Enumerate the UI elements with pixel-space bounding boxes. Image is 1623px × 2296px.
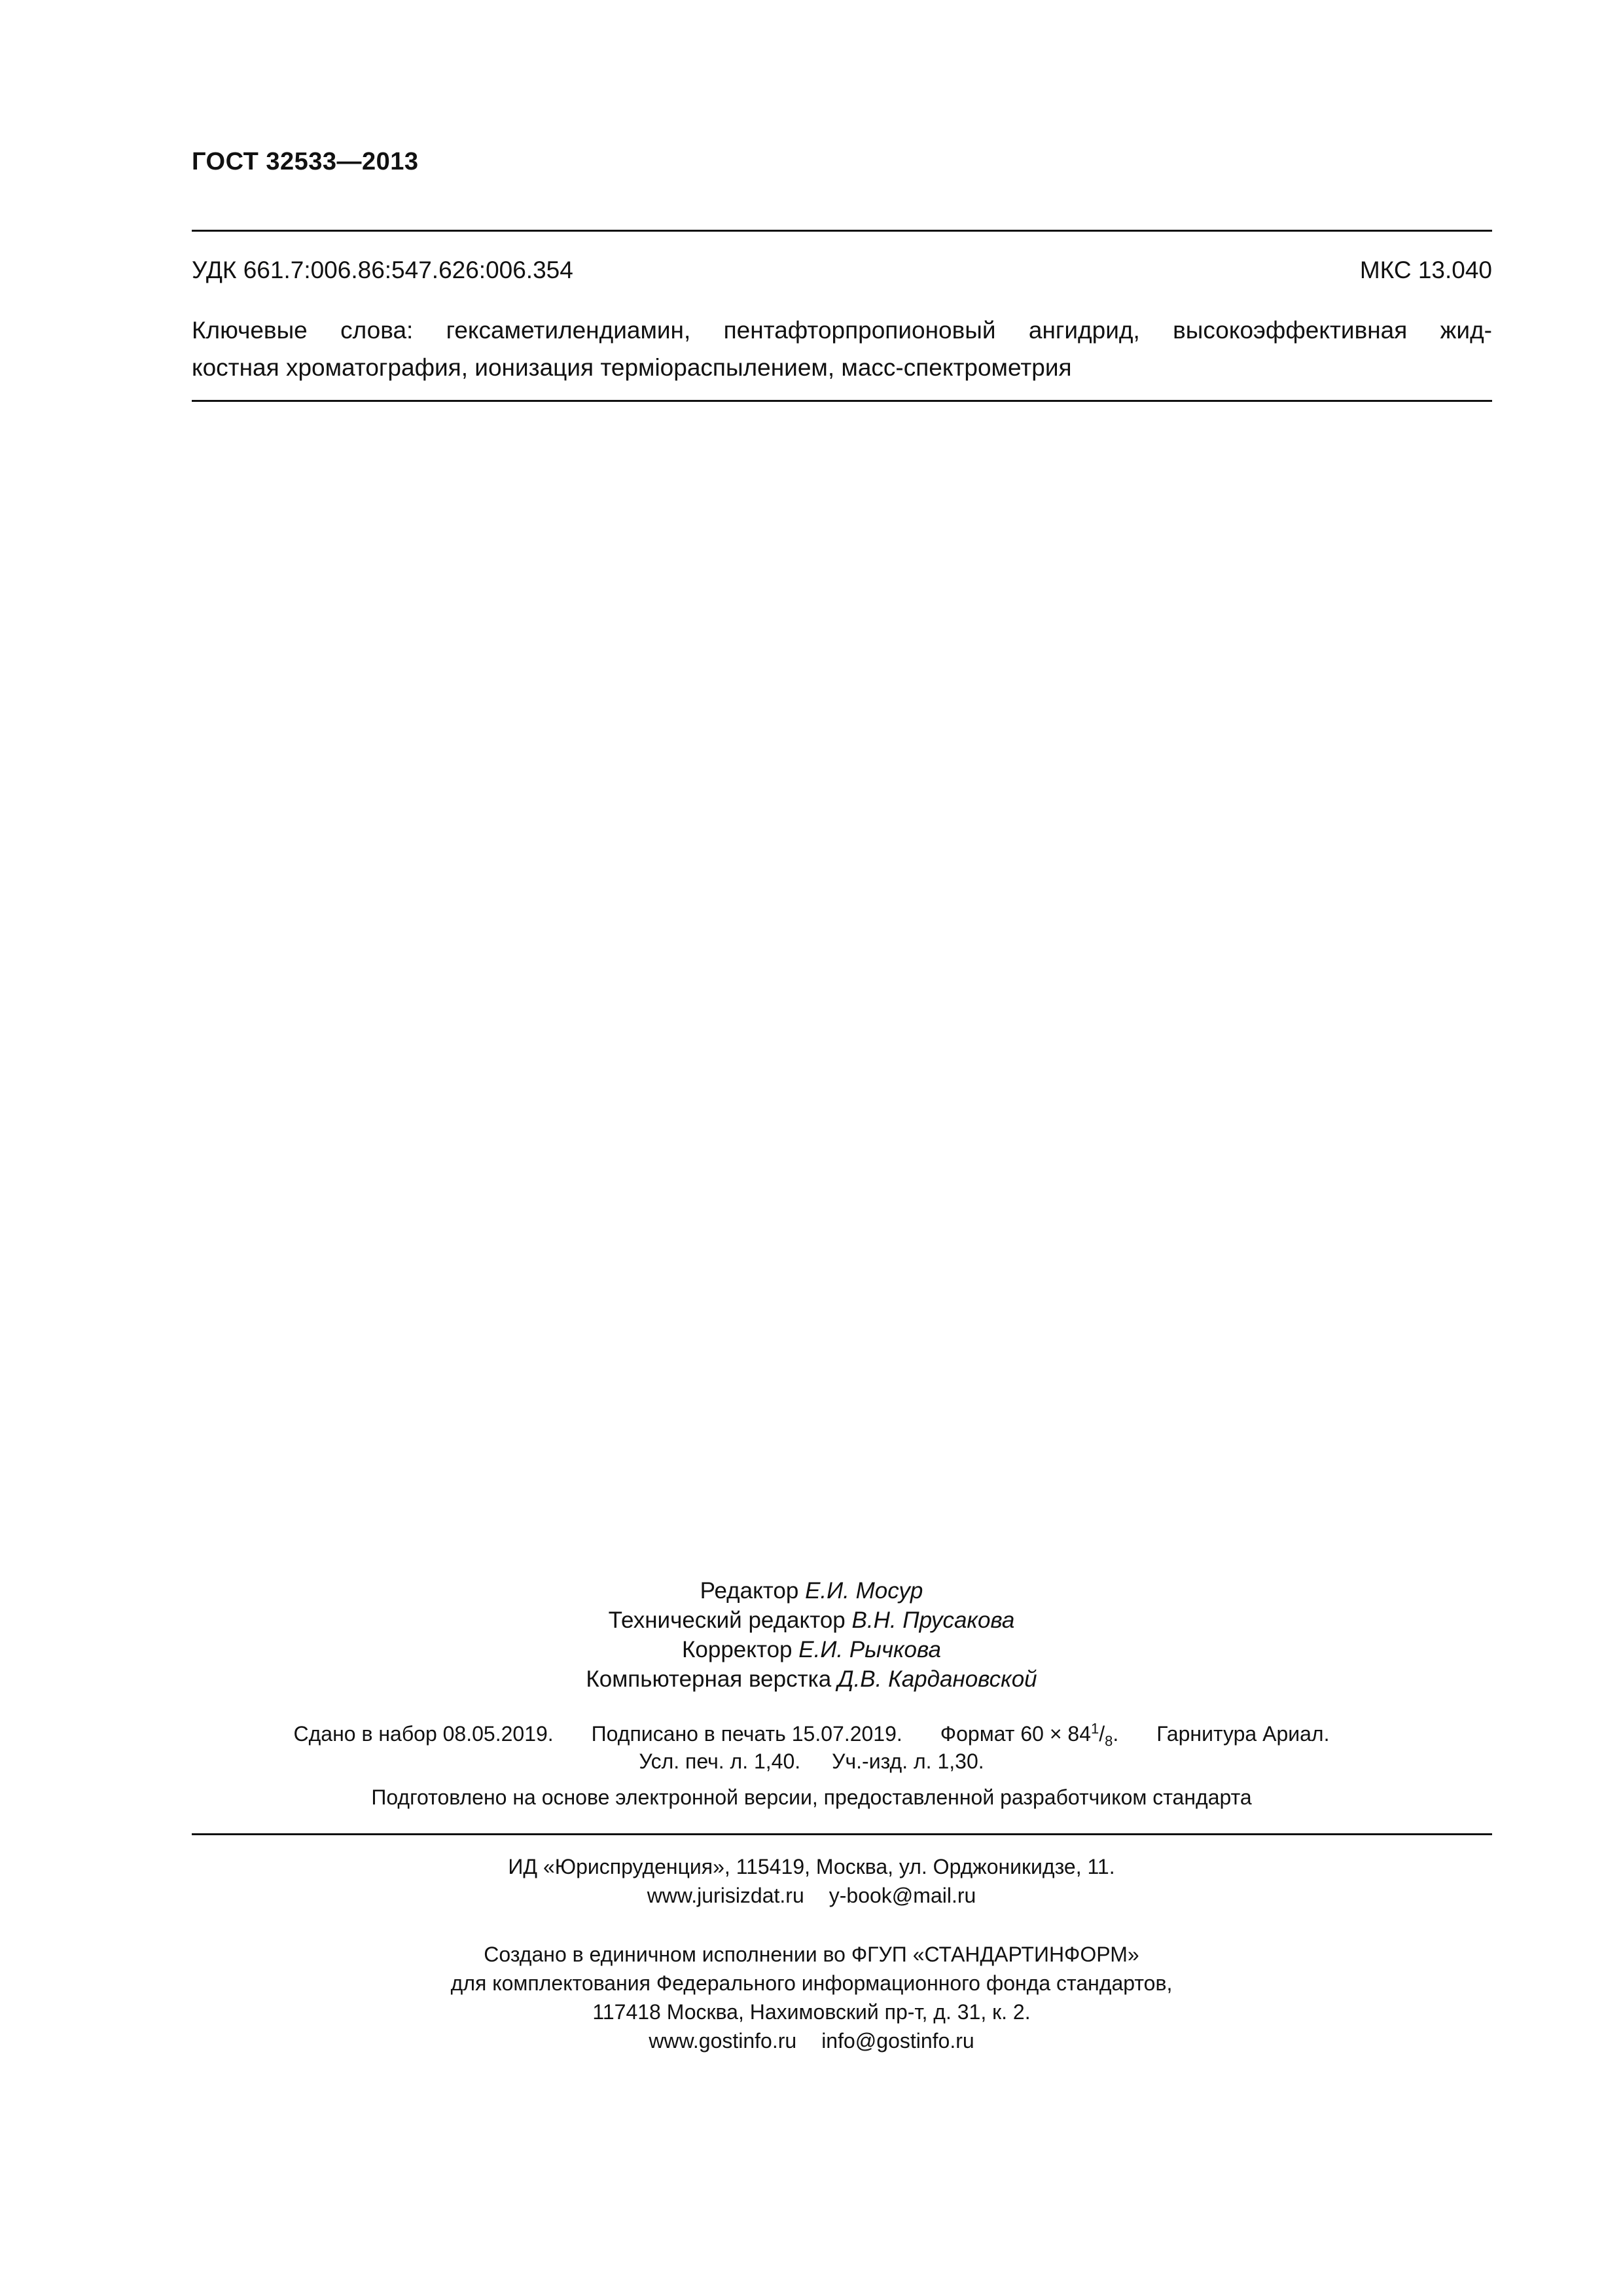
credits-block: [131, 1576, 1492, 1694]
publisher-website[interactable]: www.jurisizdat.ru: [647, 1884, 804, 1907]
print-format: [940, 1720, 1119, 1749]
publication-sheets: Уч.-изд. л. 1,30.: [832, 1749, 984, 1773]
signed-date: Подписано в печать 15.07.2019.: [591, 1722, 902, 1746]
udk-code: УДК 661.7:006.86:547.626:006.354: [192, 257, 573, 283]
credit-tech-editor: [131, 1605, 1492, 1635]
created-contacts: [131, 2026, 1492, 2055]
keywords-block: [192, 312, 1492, 386]
print-info-line-1: [131, 1720, 1492, 1748]
publisher-email[interactable]: y-book@mail.ru: [829, 1884, 976, 1907]
publisher-block: [131, 1852, 1492, 1910]
created-line-2: для комплектования Федерального информационного фонда стандартов,: [450, 1971, 1173, 1995]
document-header-title: ГОСТ 32533—2013: [192, 148, 419, 175]
print-format-numerator: 1: [1091, 1720, 1099, 1737]
credit-layout: [131, 1664, 1492, 1694]
credit-layout-label: Компьютерная верстка: [586, 1666, 832, 1692]
credit-corrector-label: Корректор: [682, 1637, 793, 1662]
print-format-slash: /: [1099, 1722, 1105, 1746]
gostinfo-email[interactable]: info@gostinfo.ru: [821, 2029, 974, 2053]
publisher-contacts: [131, 1881, 1492, 1910]
submitted-date: Сдано в набор 08.05.2019.: [293, 1722, 554, 1746]
keywords-line-1: Ключевые слова: гексаметилендиамин, пентафторпропионовый ангидрид, высокоэффективная жид-: [192, 317, 1492, 344]
credit-corrector: [131, 1635, 1492, 1664]
publisher-address: ИД «Юриспруденция», 115419, Москва, ул. Орджоникидзе, 11.: [508, 1855, 1115, 1878]
keywords-line-2: костная хроматография, ионизация терміораспылением, масс-спектрометрия: [192, 354, 1072, 381]
created-block: [131, 1940, 1492, 2055]
created-line-1: Создано в единичном исполнении во ФГУП «СТАНДАРТИНФОРМ»: [484, 1943, 1139, 1966]
print-info-block: [131, 1720, 1492, 1775]
created-line-3: 117418 Москва, Нахимовский пр-т, д. 31, к. 2.: [592, 2000, 1031, 2024]
credit-editor: [131, 1576, 1492, 1605]
print-format-denominator: 8: [1105, 1732, 1113, 1749]
credit-editor-name: Е.И. Мосур: [805, 1578, 923, 1604]
credit-editor-label: Редактор: [700, 1578, 799, 1604]
credit-tech-editor-name: В.Н. Прусакова: [851, 1607, 1015, 1633]
mks-code: МКС 13.040: [1359, 257, 1492, 283]
gostinfo-website[interactable]: www.gostinfo.ru: [649, 2029, 797, 2053]
print-info-line-2: [131, 1748, 1492, 1775]
prepared-note: Подготовлено на основе электронной версии, предоставленной разработчиком стандарта: [371, 1785, 1252, 1809]
credit-corrector-name: Е.И. Рычкова: [798, 1637, 941, 1662]
print-format-prefix: Формат 60 × 84: [940, 1722, 1091, 1746]
keywords-divider: [192, 400, 1492, 402]
top-divider: [192, 230, 1492, 232]
print-sheets: Усл. печ. л. 1,40.: [639, 1749, 801, 1773]
credit-layout-name: Д.В. Кардановской: [837, 1666, 1037, 1692]
typeface: Гарнитура Ариал.: [1156, 1722, 1330, 1746]
bottom-divider: [192, 1833, 1492, 1835]
print-format-suffix: .: [1113, 1722, 1119, 1746]
credit-tech-editor-label: Технический редактор: [608, 1607, 846, 1633]
